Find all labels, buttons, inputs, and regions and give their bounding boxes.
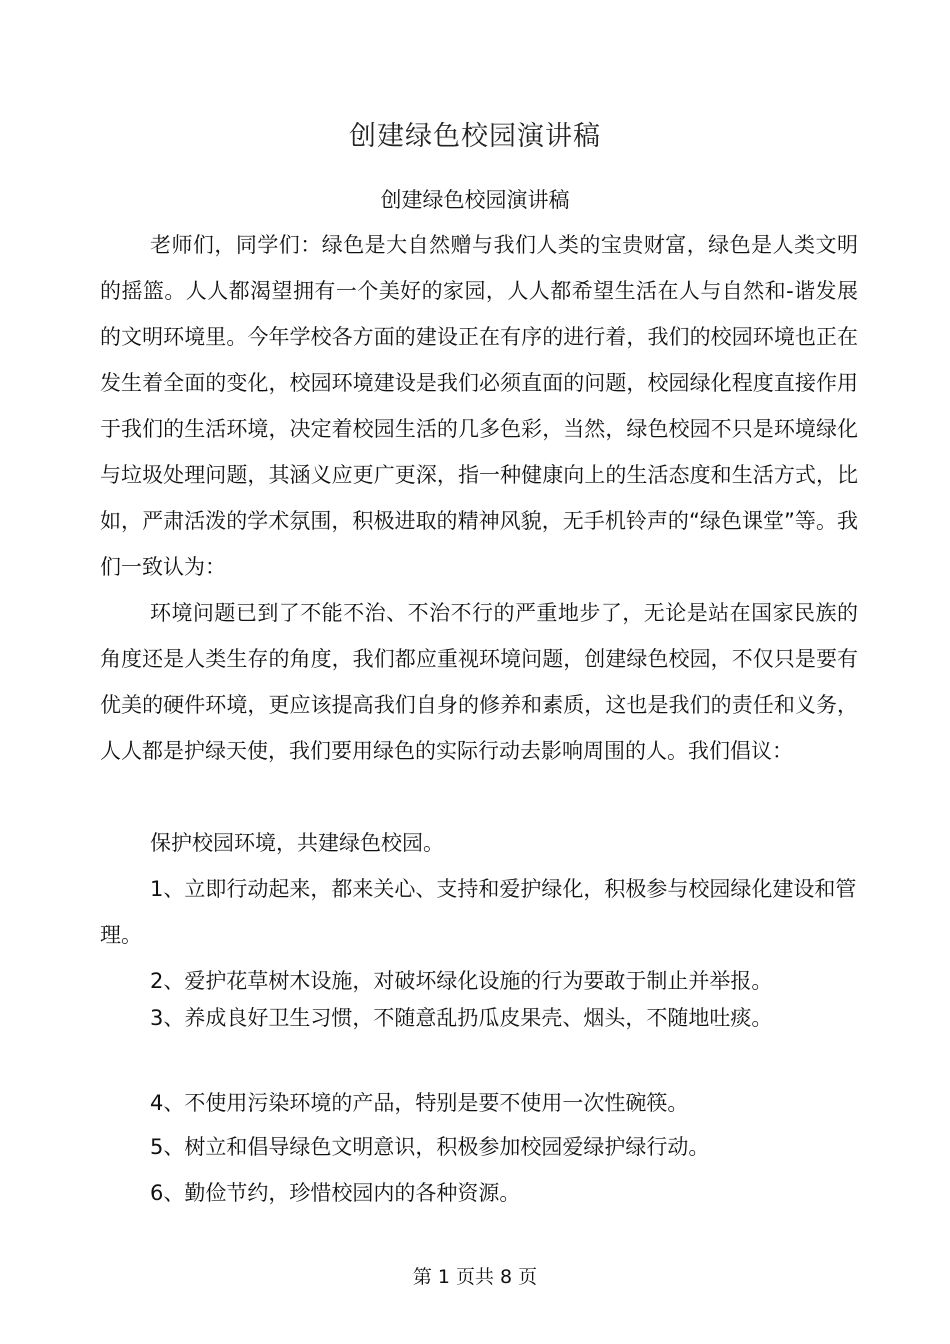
list-item: 5、树立和倡导绿色文明意识，积极参加校园爱绿护绿行动。 [150, 1135, 710, 1159]
list-item: 3、养成良好卫生习惯，不随意乱扔瓜皮果壳、烟头，不随地吐痰。 [150, 1006, 773, 1030]
page-number-footer: 第 1 页共 8 页 [412, 1266, 538, 1288]
paragraph-environment: 环境问题已到了不能不治、不治不行的严重地步了，无论是站在国家民族的角度还是人类生存的角度，我们都应重视环境问题，创建绿色校园，不仅只是要有优美的硬件环境，更应该提高我们自身的修养和素质，这也是我们的责任和义务，人人都是护绿天使，我们要用绿色的实际行动去影响周围的人。我们倡议： [100, 601, 858, 763]
speech-subtitle: 创建绿色校园演讲稿 [380, 188, 570, 212]
list-item: 1、立即行动起来，都来关心、支持和爱护绿化，积极参与校园绿化建设和管理。 [100, 877, 857, 947]
document-title: 创建绿色校园演讲稿 [349, 121, 601, 152]
slogan-line: 保护校园环境，共建绿色校园。 [150, 831, 444, 855]
list-item: 2、爱护花草树木设施，对破坏绿化设施的行为要敢于制止并举报。 [150, 969, 773, 993]
list-item: 6、勤俭节约，珍惜校园内的各种资源。 [150, 1181, 521, 1205]
list-item: 4、不使用污染环境的产品，特别是要不使用一次性碗筷。 [150, 1091, 689, 1115]
paragraph-intro: 老师们，同学们：绿色是大自然赠与我们人类的宝贵财富，绿色是人类文明的摇篮。人人都渴望拥有一个美好的家园，人人都希望生活在人与自然和-谐发展的文明环境里。今年学校各方面的建设正在有序的进行着，我们的校园环境也正在发生着全面的变化，校园环境建设是我们必须直面的问题，校园绿化程度直接作用于我们的生活环境，决定着校园生活的几多色彩，当然，绿色校园不只是环境绿化与垃圾处理问题，其涵义应更广更深，指一种健康向上的生活态度和生活方式，比如，严肃活泼的学术氛围，积极进取的精神风貌，无手机铃声的“绿色课堂”等。我们一致认为： [100, 233, 858, 579]
